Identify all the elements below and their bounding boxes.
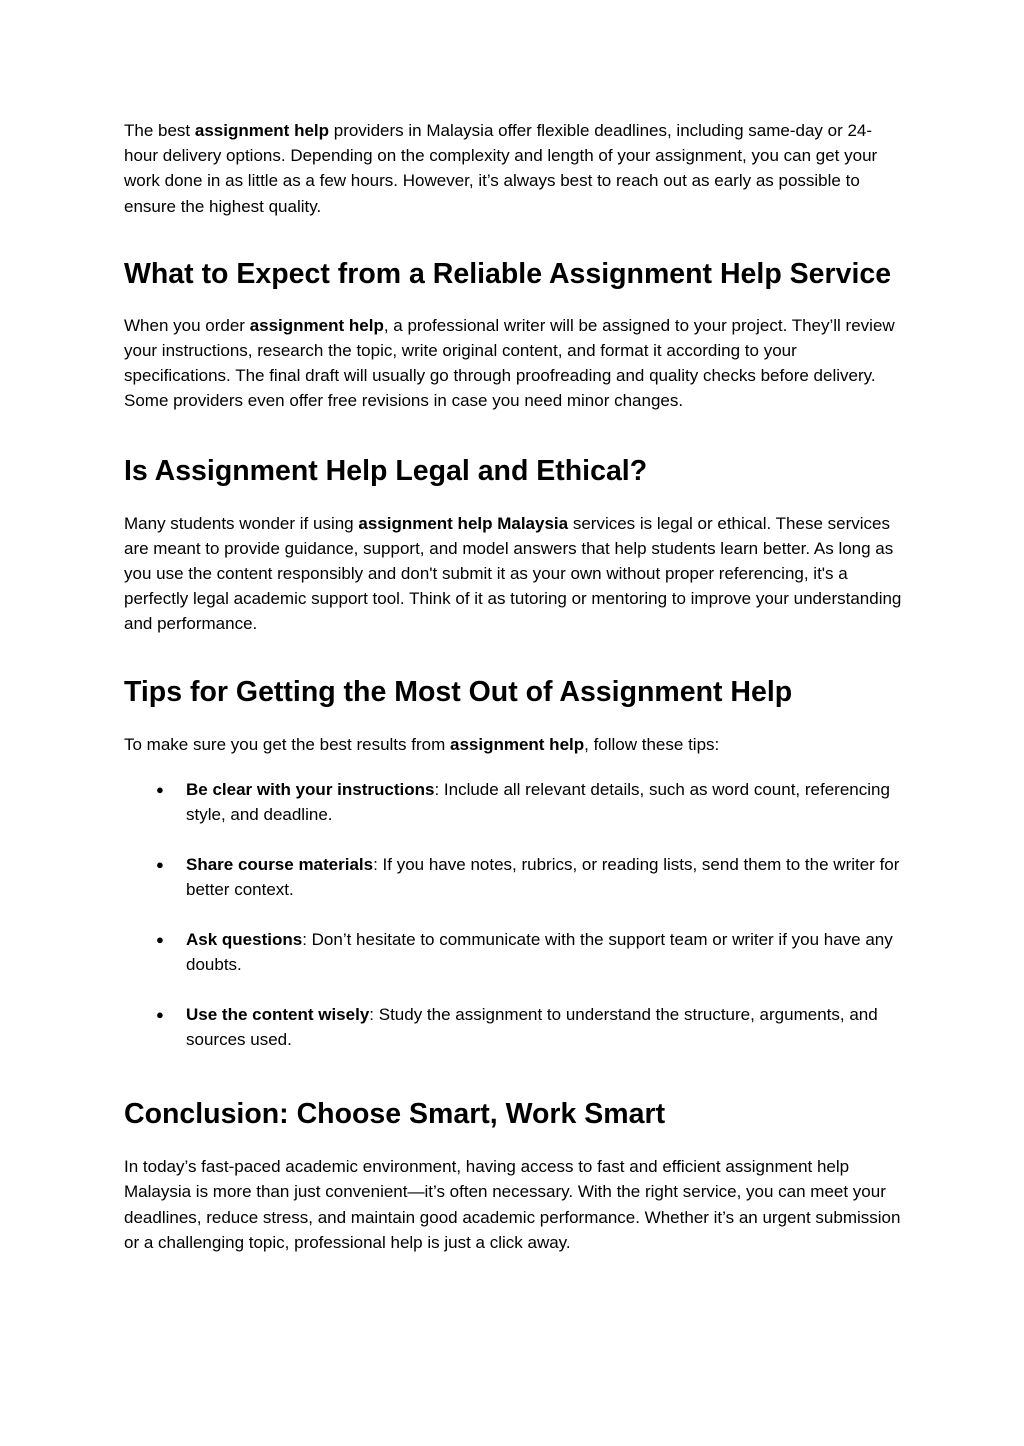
list-item-text: : If you have notes, rubrics, or reading lists, send them to the writer for better context. xyxy=(186,854,900,900)
legal-bold-term: assignment help Malaysia xyxy=(358,513,569,533)
legal-heading: Is Assignment Help Legal and Ethical? xyxy=(124,454,648,487)
intro-paragraph xyxy=(124,118,904,219)
bullet-icon: ● xyxy=(156,1006,164,1022)
list-item xyxy=(124,1002,904,1052)
intro-text-start: The best xyxy=(124,121,195,140)
intro-text-end: providers in Malaysia offer flexible deadlines, including same-day or 24-hour delivery options. Depending on the complexity and length of your assignment, you can get your work done in as little as a few hours. However, it’s always best to reach out as early as possible to ensure the highest quality. xyxy=(124,121,878,216)
legal-text-start: Many students wonder if using xyxy=(124,513,359,533)
list-item xyxy=(124,852,904,902)
bullet-icon: ● xyxy=(156,781,164,797)
list-item-text: : Include all relevant details, such as word count, referencing style, and deadline. xyxy=(186,779,890,825)
list-item xyxy=(124,777,904,827)
legal-paragraph xyxy=(124,511,904,637)
conclusion-heading: Conclusion: Choose Smart, Work Smart xyxy=(124,1098,666,1131)
tips-text-start: To make sure you get the best results from xyxy=(124,734,450,754)
list-item-bold: Use the content wisely xyxy=(186,1004,370,1024)
bullet-icon: ● xyxy=(156,856,164,872)
expect-text-start: When you order xyxy=(124,315,250,335)
list-item-bold: Ask questions xyxy=(186,929,303,949)
conclusion-paragraph: In today’s fast-paced academic environment, having access to fast and efficient assignment help Malaysia is more than just convenient—it’s often necessary. With the right service, you can meet your deadlines, reduce stress, and maintain good academic performance. Whether it’s an urgent submission or a challenging topic, professional help is just a click away. xyxy=(124,1157,901,1252)
list-item-text: : Don’t hesitate to communicate with the support team or writer if you have any doubts. xyxy=(186,929,893,975)
tips-text-end: , follow these tips: xyxy=(584,734,720,754)
list-item xyxy=(124,927,904,977)
bullet-icon: ● xyxy=(156,931,164,947)
tips-list xyxy=(124,777,904,1052)
legal-text-end: services is legal or ethical. These services are meant to provide guidance, support, and model answers that help students learn better. As long as you use the content responsibly and don't submit it as your own without proper referencing, it's a perfectly legal academic support tool. Think of it as tutoring or mentoring to improve your understanding and performance. xyxy=(124,513,902,634)
expect-heading: What to Expect from a Reliable Assignment Help Service xyxy=(124,257,892,290)
expect-bold-term: assignment help xyxy=(249,315,384,335)
tips-bold-term: assignment help xyxy=(449,734,585,754)
expect-text-end: , a professional writer will be assigned to your project. They’ll review your instructions, research the topic, write original content, and format it according to your specifications. The final draft will usually go through proofreading and quality checks before delivery. Some providers even offer free revisions in case you need minor changes. xyxy=(124,315,895,411)
tips-heading: Tips for Getting the Most Out of Assignment Help xyxy=(124,675,793,708)
document-page xyxy=(124,118,904,1255)
list-item-bold: Be clear with your instructions xyxy=(186,779,435,799)
expect-paragraph xyxy=(124,313,904,414)
intro-bold-term: assignment help xyxy=(194,121,330,140)
tips-intro-paragraph xyxy=(124,732,904,757)
list-item-bold: Share course materials xyxy=(186,854,374,874)
list-item-text: : Study the assignment to understand the structure, arguments, and sources used. xyxy=(186,1004,878,1050)
